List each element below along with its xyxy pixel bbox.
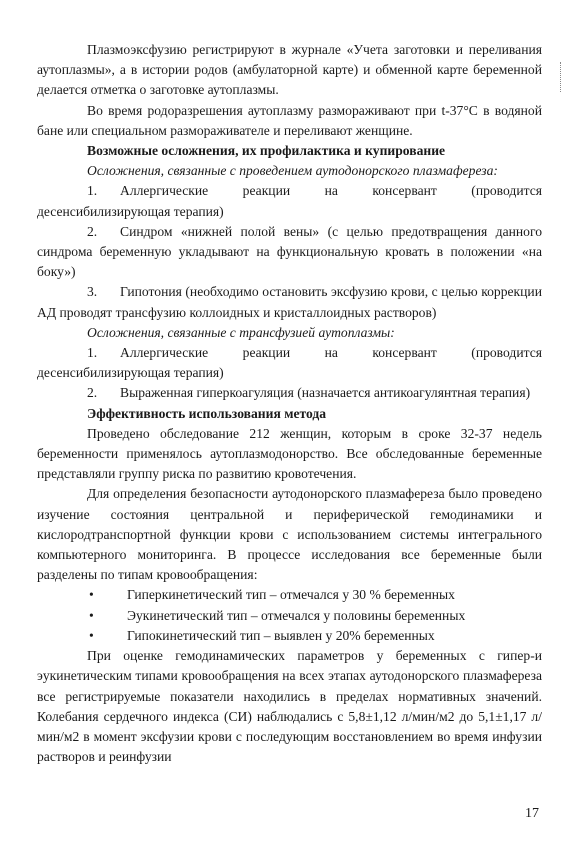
- section-heading-efficiency: Эффективность использования метода: [87, 405, 327, 421]
- subheading-plasmapheresis-complications: Осложнения, связанные с проведением аутодонорского плазмафереза:: [87, 163, 498, 179]
- list-item: [37, 585, 542, 605]
- circulation-types-list: [37, 585, 542, 646]
- list-item-number: 1.: [87, 345, 98, 361]
- list-item-number: 3.: [87, 284, 98, 300]
- list-item-text: Эукинетический тип – отмечался у половины беременных: [127, 607, 466, 623]
- list-item: [37, 222, 542, 283]
- list-item: [37, 343, 542, 383]
- bullet-icon: •: [89, 627, 94, 643]
- list-item: [37, 606, 542, 626]
- paragraph-registration: Плазмоэксфузию регистрируют в журнале «Учета заготовки и переливания аутоплазмы», а в истории родов (амбулаторной карте) и обменной карте беременной делается отметка о заготовке аутоплазмы.: [37, 42, 542, 98]
- list-item-number: 2.: [87, 223, 98, 239]
- list-item: [37, 383, 542, 403]
- bullet-icon: •: [89, 607, 94, 623]
- scan-edge-mark: [560, 62, 563, 92]
- bullet-icon: •: [89, 587, 94, 603]
- paragraph-hemodynamics: При оценке гемодинамических параметров у беременных с гипер-и эукинетическим типами кровообращения на всех этапах аутодонорского плазмафереза все регистрируемые показатели находились в пределах нормативных значений. Колебания сердечного индекса (СИ) наблюдались с 5,8±1,12 л/мин/м2 до 5,1±1,17 л/мин/м2 в момент эксфузии крови с последующим восстановлением во время инфузии растворов и реинфузии: [37, 648, 542, 765]
- transfusion-complications-list: [37, 343, 542, 404]
- list-item-text: Гипокинетический тип – выявлен у 20% беременных: [127, 627, 435, 643]
- list-item-text: Аллергические реакции на консервант (проводится десенсибилизирующая терапия): [37, 345, 542, 381]
- page-number: 17: [525, 806, 539, 821]
- list-item-number: 2.: [87, 385, 98, 401]
- list-item-text: Гиперкинетический тип – отмечался у 30 % беременных: [127, 587, 455, 603]
- list-item-text: Аллергические реакции на консервант (проводится десенсибилизирующая терапия): [37, 183, 542, 219]
- subheading-transfusion-complications: Осложнения, связанные с трансфузией аутоплазмы:: [87, 324, 395, 340]
- paragraph-study-group: Проведено обследование 212 женщин, которым в сроке 32-37 недель беременности применялось аутоплазмодонорство. Все обследованные беременные представляли группу риска по развитию кровотечения.: [37, 425, 542, 482]
- list-item: [37, 626, 542, 646]
- plasmapheresis-complications-list: [37, 181, 542, 322]
- paragraph-thawing: Во время родоразрешения аутоплазму размораживают при t-37°C в водяной бане или специальном размораживателе и переливают женщине.: [37, 102, 542, 138]
- list-item-text: Синдром «нижней полой вены» (с целью предотвращения данного синдрома беременную укладывают на функциональную кровать в положении «на боку»): [37, 223, 542, 280]
- paragraph-safety-study: Для определения безопасности аутодонорского плазмафереза было проведено изучение состояния центральной и периферической гемодинамики и кислородтранспортной функции крови с использованием системы интегрального компьютерного мониторинга. В процессе исследования все беременные были разделены по типам кровообращения:: [37, 486, 542, 583]
- list-item-number: 1.: [87, 183, 98, 199]
- section-heading-complications: Возможные осложнения, их профилактика и купирование: [87, 143, 446, 159]
- list-item: [37, 181, 542, 221]
- list-item-text: Выраженная гиперкоагуляция (назначается антикоагулянтная терапия): [120, 385, 531, 401]
- list-item-text: Гипотония (необходимо остановить эксфузию крови, с целью коррекции АД проводят трансфузию коллоидных и кристаллоидных растворов): [37, 284, 542, 320]
- document-page: [37, 40, 542, 767]
- list-item: [37, 282, 542, 322]
